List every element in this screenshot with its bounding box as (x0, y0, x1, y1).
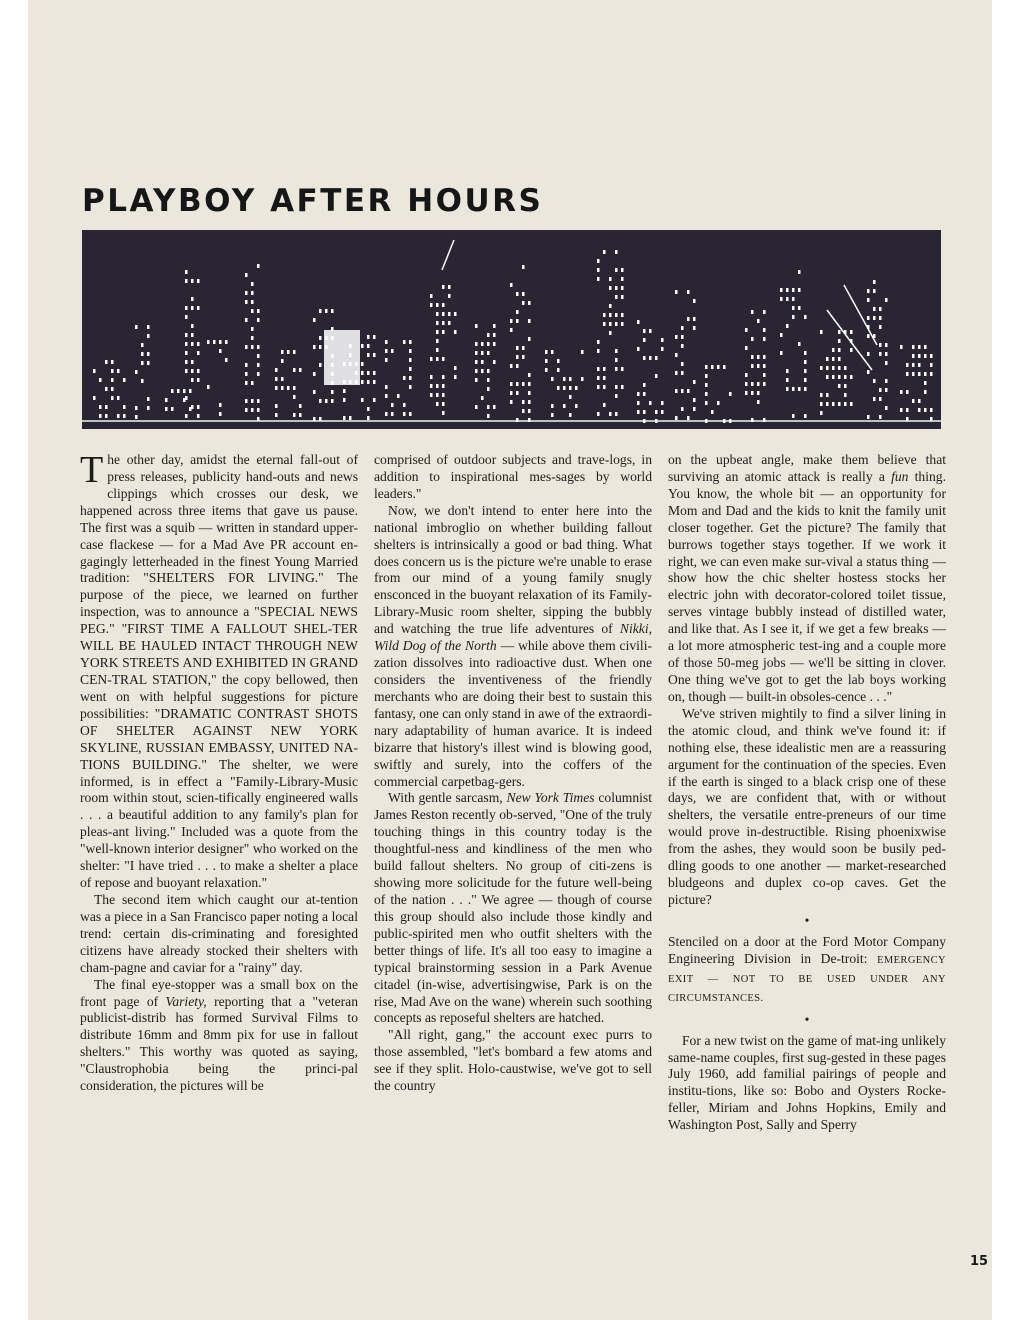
skyline-illustration (82, 230, 941, 429)
paragraph: The other day, amidst the eternal fall-out of press releases, publicity hand-outs and news clippings which crosses our desk, we happened across three items that gave us pause. The first was a squib — written in standard upper-case flackese — for a Mad Ave PR account en-gagingly letterheaded in the finest Young Married tradition: "SHELTERS FOR LIVING." The purpose of the piece, we learned on further inspection, was to announce a "SPECIAL NEWS PEG." "FIRST TIME A FALLOUT SHEL-TER WILL BE HAULED INTACT THROUGH NEW YORK STREETS AND EXHIBITED IN GRAND CEN-TRAL STATION," the copy bellowed, then went on with helpful suggestions for picture possibilities: "DRAMATIC CONTRAST SHOTS OF SHELTER AGAINST NEW YORK SKYLINE, RUSSIAN EMBASSY, UNITED NA-TIONS BUILDING." The shelter, we were informed, is in effect a "Family-Library-Music room within stout, scien-tifically engineered walls . . . a beautiful addition to any family's plan for pleas-ant living." Included was a quote from the "well-known interior designer" who worked on the shelter: "I have tried . . . to make a shelter a place of repose and buoyant relaxation." (80, 449, 358, 891)
paragraph: For a new twist on the game of mat-ing unlikely same-name couples, first sug-gested in these pages July 1960, add familial pairings of people and institu-tions, like so: Bobo and Oysters Rocke-feller, Miriam and Johns Hopkins, Emily and Washington Post, Sally and Sperry (668, 1032, 946, 1133)
text-column-3 (668, 452, 946, 1134)
paragraph: comprised of outdoor subjects and trave-logs, in addition to inspirational mes-sages by world leaders." (374, 452, 652, 501)
paragraph: Stenciled on a door at the Ford Motor Company Engineering Division in De-troit: EMERGENCY EXIT — NOT TO BE USED UNDER ANY CIRCUMSTANCES. (668, 933, 946, 1004)
drop-cap: T (80, 449, 104, 491)
section-bullet: • (804, 912, 810, 928)
paragraph: The final eye-stopper was a small box on the front page of Variety, reporting that a "veteran publicist-distrib has formed Survival Films to distribute 16mm and 8mm pix for use in fallout shelters." This worthy was quoted as saying, "Claustrophobia being the princi-pal consideration, the pictures will be (80, 976, 359, 1094)
text-column-2 (374, 452, 652, 1095)
paragraph: We've striven mightily to find a silver lining in the atomic cloud, and think we've found it: if nothing else, these idealistic men are a reassuring argument for the continuation of the species. Even if the earth is singed to a black crisp one of these days, we are confident that, with or without shelters, the versatile entre-preneurs of our time would prove in-destructible. Rising phoenixwise from the ashes, they would soon be busily ped-dling goods to one another — market-researched bludgeons and duplex co-op caves. Get the picture? (668, 705, 946, 907)
paragraph: "All right, gang," the account exec purrs to those assembled, "let's bombard a few atoms and see if they split. Holo-caustwise, we've got to sell the country (374, 1027, 652, 1094)
paragraph: With gentle sarcasm, New York Times columnist James Reston recently ob-served, "One of the truly touching things in this country today is the thoughtful-ness and kindliness of the men who build fallout shelters. No group of citi-zens is showing more solicitude for the future well-being of the nation . . ." We agree — though of course this group should also include those kindly and public-spirited men who outfit shelters with the better things of life. It's all too easy to imagine a typical brainstorming session in a Park Avenue citadel (in-wise, advertisingwise, Park is on the rise, Mad Ave on the wane) wherein such soothing concepts as reposeful shelters are hatched. (374, 790, 652, 1026)
skyline-drawing (82, 230, 941, 429)
paragraph: on the upbeat angle, make them believe that surviving an atomic attack is really a fun thing. You know, the whole bit — an opportunity for Mom and Dad and the kids to knit the family unit closer together. Get the picture? The family that burrows together stays together. If we work it right, we can even make sur-vival a status thing — show how the chic shelter hostess stocks her electric john with decorator-colored toilet tissue, serves vintage bubbly instead of distilled water, and like that. As I see it, if we get a few breaks — a lot more atmospheric test-ing and a couple more of those 50-meg jobs — we'll be sitting in clover. One thing we've got to get the lab boys working on, though — built-in obsoles-cence . . ." (668, 452, 946, 704)
paragraph: The second item which caught our at-tention was a piece in a San Francisco paper noting a local trend: certain dis-criminating and foresighted citizens have already stocked their shelters with cham-pagne and caviar for a "rainy" day. (80, 891, 358, 975)
section-bullet: • (804, 1011, 810, 1027)
page-number: 15 (970, 1254, 989, 1269)
text-column-1 (80, 449, 359, 1095)
page-title: PLAYBOY AFTER HOURS (82, 183, 544, 219)
paragraph: Now, we don't intend to enter here into the national imbroglio on whether building fallout shelters is intrinsically a good or bad thing. What does concern us is the picture we're unable to erase from our mind of a young family snugly ensconced in the buoyant relaxation of its Family-Library-Music room shelter, sipping the bubbly and watching the true life adventures of Nikki, Wild Dog of the North — while above them civili-zation dissolves into radioactive dust. When one considers the inventiveness of the friendly merchants who are doing their best to sustain this fantasy, one can only stand in awe of the extraordi-nary adaptability of human avarice. It is indeed bizarre that history's illest wind is blowing good, swiftly and surely, into the coffers of the commercial carpetbag-gers. (374, 502, 652, 789)
